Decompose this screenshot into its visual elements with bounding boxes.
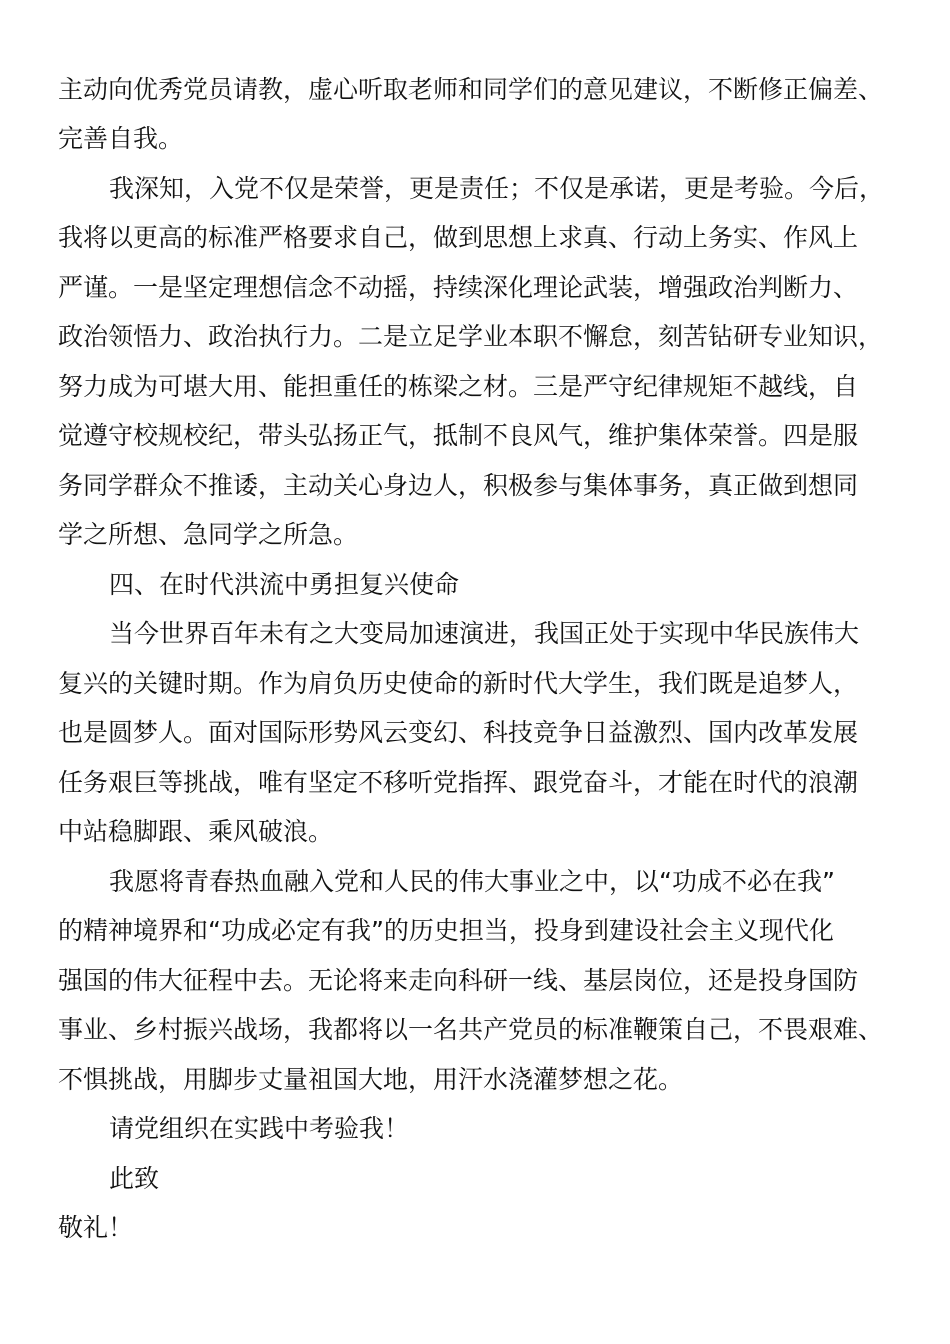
text-line: 学之所想、急同学之所急。: [58, 520, 359, 549]
text-line: 的精神境界和“功成必定有我”的历史担当，投身到建设社会主义现代化: [58, 916, 834, 945]
section-heading: 四、在时代洪流中勇担复兴使命: [109, 570, 460, 599]
salutation-jingli: 敬礼！: [58, 1213, 134, 1242]
text-line: 当今世界百年未有之大变局加速演进，我国正处于实现中华民族伟大: [109, 619, 860, 648]
text-line: 觉遵守校规校纪，带头弘扬正气，抵制不良风气，维护集体荣誉。四是服: [58, 421, 859, 450]
text-line: 不惧挑战，用脚步丈量祖国大地，用汗水浇灌梦想之花。: [58, 1065, 684, 1094]
text-line: 严谨。一是坚定理想信念不动摇，持续深化理论武装，增强政治判断力、: [58, 273, 859, 302]
text-line: 努力成为可堪大用、能担重任的栋梁之材。三是严守纪律规矩不越线，自: [58, 372, 859, 401]
text-line: 我将以更高的标准严格要求自己，做到思想上求真、行动上务实、作风上: [58, 223, 859, 252]
text-line: 中站稳脚跟、乘风破浪。: [58, 817, 334, 846]
text-line: 我愿将青春热血融入党和人民的伟大事业之中，以“功成不必在我”: [109, 867, 835, 896]
text-line: 政治领悟力、政治执行力。二是立足学业本职不懈怠，刻苦钻研专业知识，: [58, 322, 884, 351]
text-line: 主动向优秀党员请教，虚心听取老师和同学们的意见建议，不断修正偏差、: [58, 75, 884, 104]
salutation-cizhi: 此致: [109, 1164, 160, 1193]
text-line: 事业、乡村振兴战场，我都将以一名共产党员的标准鞭策自己，不畏艰难、: [58, 1015, 884, 1044]
text-line: 复兴的关键时期。作为肩负历史使命的新时代大学生，我们既是追梦人，: [58, 669, 859, 698]
closing-request: 请党组织在实践中考验我！: [109, 1114, 410, 1143]
text-line: 我深知，入党不仅是荣誉，更是责任；不仅是承诺，更是考验。今后，: [109, 174, 885, 203]
text-line: 也是圆梦人。面对国际形势风云变幻、科技竞争日益激烈、国内改革发展: [58, 718, 859, 747]
text-line: 务同学群众不推诿，主动关心身边人，积极参与集体事务，真正做到想同: [58, 471, 859, 500]
text-line: 完善自我。: [58, 124, 184, 153]
text-line: 强国的伟大征程中去。无论将来走向科研一线、基层岗位，还是投身国防: [58, 966, 859, 995]
text-line: 任务艰巨等挑战，唯有坚定不移听党指挥、跟党奋斗，才能在时代的浪潮: [58, 768, 859, 797]
